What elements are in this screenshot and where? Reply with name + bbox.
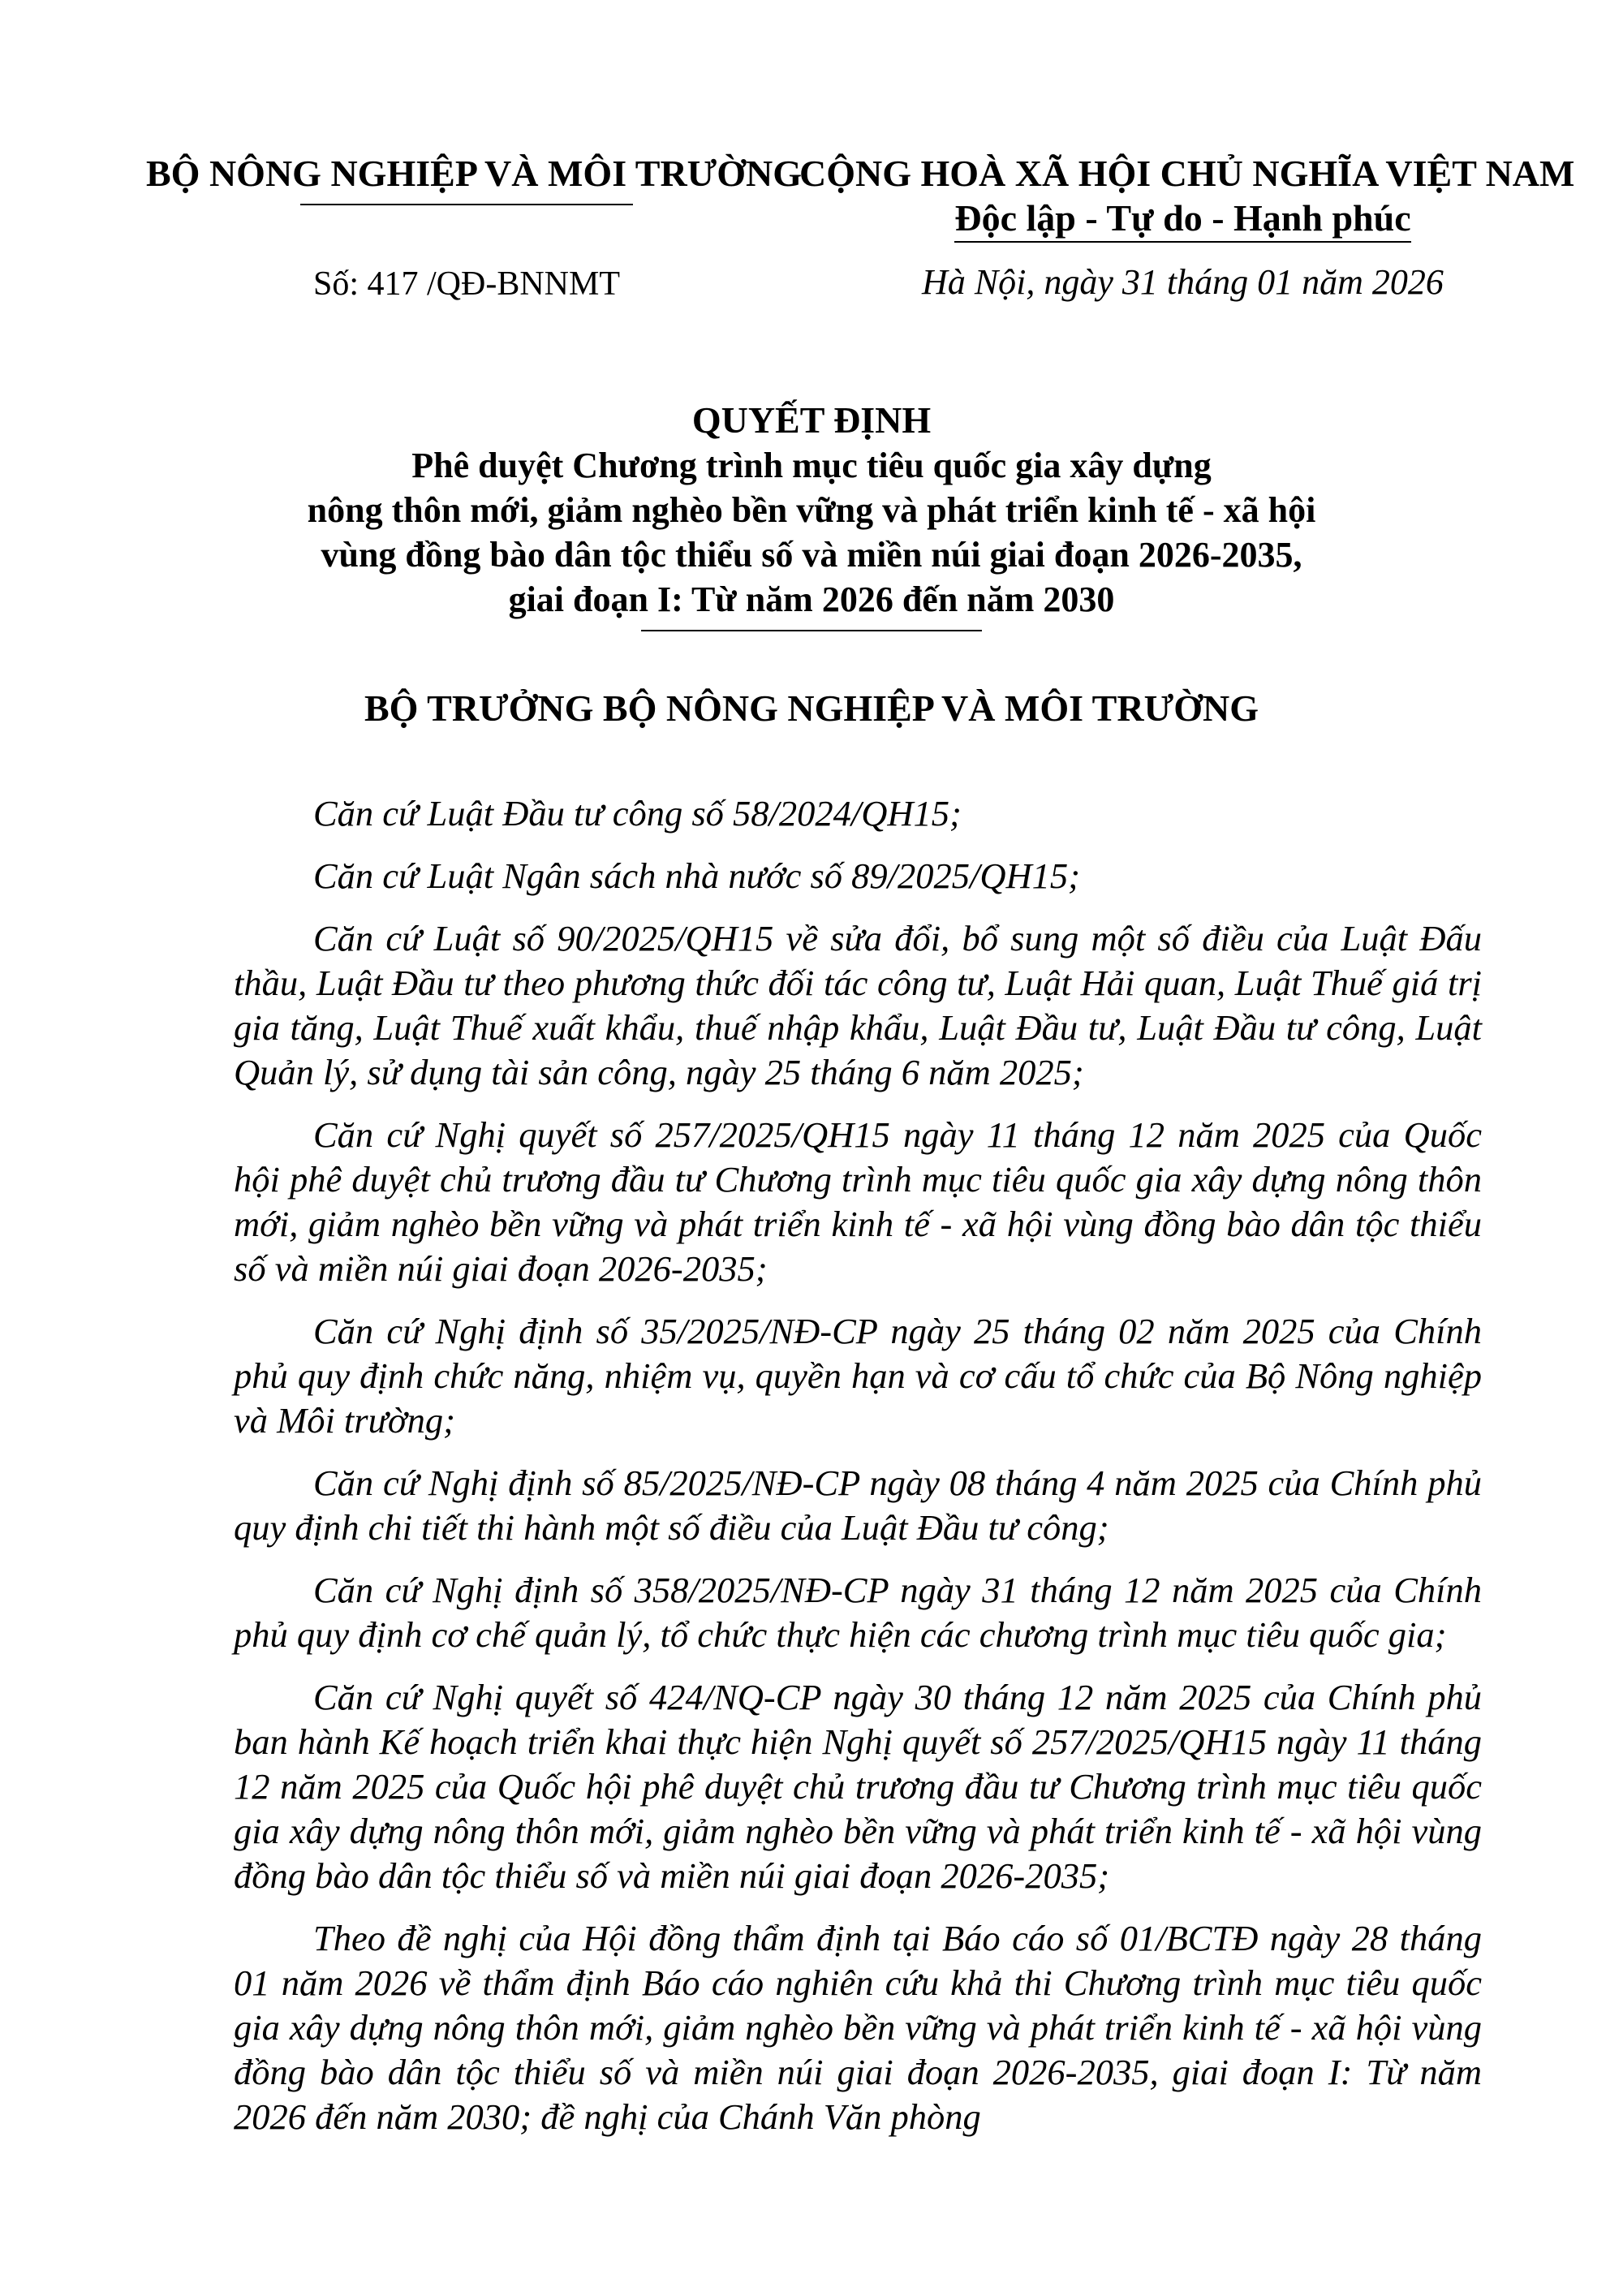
legal-basis-paragraph: Căn cứ Luật số 90/2025/QH15 về sửa đổi, bổ sung một số điều của Luật Đấu thầu, Luật Đầu tư theo phương thức đối tác công tư, Luật Hải quan, Luật Thuế giá trị gia tăng, Luật Thuế xuất khẩu, thuế nhập khẩu, Luật Đầu tư, Luật Đầu tư công, Luật Quản lý, sử dụng tài sản công, ngày 25 tháng 6 năm 2025; bbox=[234, 918, 1482, 1092]
decision-title: QUYẾT ĐỊNH bbox=[691, 399, 932, 441]
legal-basis-paragraph: Căn cứ Nghị định số 35/2025/NĐ-CP ngày 25 tháng 02 năm 2025 của Chính phủ quy định chức năng, nhiệm vụ, quyền hạn và cơ cấu tổ chức của Bộ Nông nghiệp và Môi trường; bbox=[234, 1311, 1482, 1441]
decision-subtitle-line: giai đoạn I: Từ năm 2026 đến năm 2030 bbox=[508, 579, 1115, 619]
place-and-date: Hà Nội, ngày 31 tháng 01 năm 2026 bbox=[922, 262, 1444, 302]
decision-subtitle-line: nông thôn mới, giảm nghèo bền vững và phát triển kinh tế - xã hội bbox=[307, 490, 1316, 530]
legal-basis-paragraph: Căn cứ Luật Đầu tư công số 58/2024/QH15; bbox=[313, 793, 962, 834]
document-number: Số: 417 /QĐ-BNNMT bbox=[312, 265, 621, 303]
decision-subtitle-line: vùng đồng bào dân tộc thiểu số và miền núi giai đoạn 2026-2035, bbox=[321, 535, 1302, 575]
legal-basis-paragraph: Căn cứ Nghị định số 358/2025/NĐ-CP ngày 31 tháng 12 năm 2025 của Chính phủ quy định cơ chế quản lý, tổ chức thực hiện các chương trình mục tiêu quốc gia; bbox=[234, 1570, 1482, 1655]
issuing-authority: BỘ TRƯỞNG BỘ NÔNG NGHIỆP VÀ MÔI TRƯỜNG bbox=[364, 687, 1259, 729]
national-title-block bbox=[799, 150, 1575, 243]
legal-basis-paragraph: Căn cứ Nghị quyết số 257/2025/QH15 ngày 11 tháng 12 năm 2025 của Quốc hội phê duyệt chủ trương đầu tư Chương trình mục tiêu quốc gia xây dựng nông thôn mới, giảm nghèo bền vững và phát triển kinh tế - xã hội vùng đồng bào dân tộc thiểu số và miền núi giai đoạn 2026-2035; bbox=[234, 1114, 1482, 1289]
title-underline bbox=[641, 630, 982, 631]
ministry-name: BỘ NÔNG NGHIỆP VÀ MÔI TRƯỜNG bbox=[146, 153, 803, 194]
decision-subtitle-line: Phê duyệt Chương trình mục tiêu quốc gia xây dựng bbox=[411, 446, 1212, 485]
ministry-underline bbox=[300, 204, 633, 205]
decision-title-block bbox=[162, 398, 1461, 631]
legal-basis-paragraph: Căn cứ Nghị định số 85/2025/NĐ-CP ngày 08 tháng 4 năm 2025 của Chính phủ quy định chi tiết thi hành một số điều của Luật Đầu tư công; bbox=[234, 1462, 1482, 1548]
legal-basis-paragraph: Theo đề nghị của Hội đồng thẩm định tại Báo cáo số 01/BCTĐ ngày 28 tháng 01 năm 2026 về thẩm định Báo cáo nghiên cứu khả thi Chương trình mục tiêu quốc gia xây dựng nông thôn mới, giảm nghèo bền vững và phát triển kinh tế - xã hội vùng đồng bào dân tộc thiểu số và miền núi giai đoạn 2026-2035, giai đoạn I: Từ năm 2026 đến năm 2030; đề nghị của Chánh Văn phòng bbox=[234, 1918, 1482, 2137]
legal-basis-paragraph: Căn cứ Luật Ngân sách nhà nước số 89/2025/QH15; bbox=[313, 855, 1080, 896]
issuer-block bbox=[146, 150, 803, 205]
legal-basis-paragraph: Căn cứ Nghị quyết số 424/NQ-CP ngày 30 tháng 12 năm 2025 của Chính phủ ban hành Kế hoạch triển khai thực hiện Nghị quyết số 257/2025/QH15 ngày 11 tháng 12 năm 2025 của Quốc hội phê duyệt chủ trương đầu tư Chương trình mục tiêu quốc gia xây dựng nông thôn mới, giảm nghèo bền vững và phát triển kinh tế - xã hội vùng đồng bào dân tộc thiểu số và miền núi giai đoạn 2026-2035; bbox=[234, 1677, 1482, 1896]
national-motto: Độc lập - Tự do - Hạnh phúc bbox=[954, 197, 1410, 243]
legal-bases bbox=[234, 791, 1482, 2139]
country-name: CỘNG HOÀ XÃ HỘI CHỦ NGHĨA VIỆT NAM bbox=[799, 153, 1575, 194]
